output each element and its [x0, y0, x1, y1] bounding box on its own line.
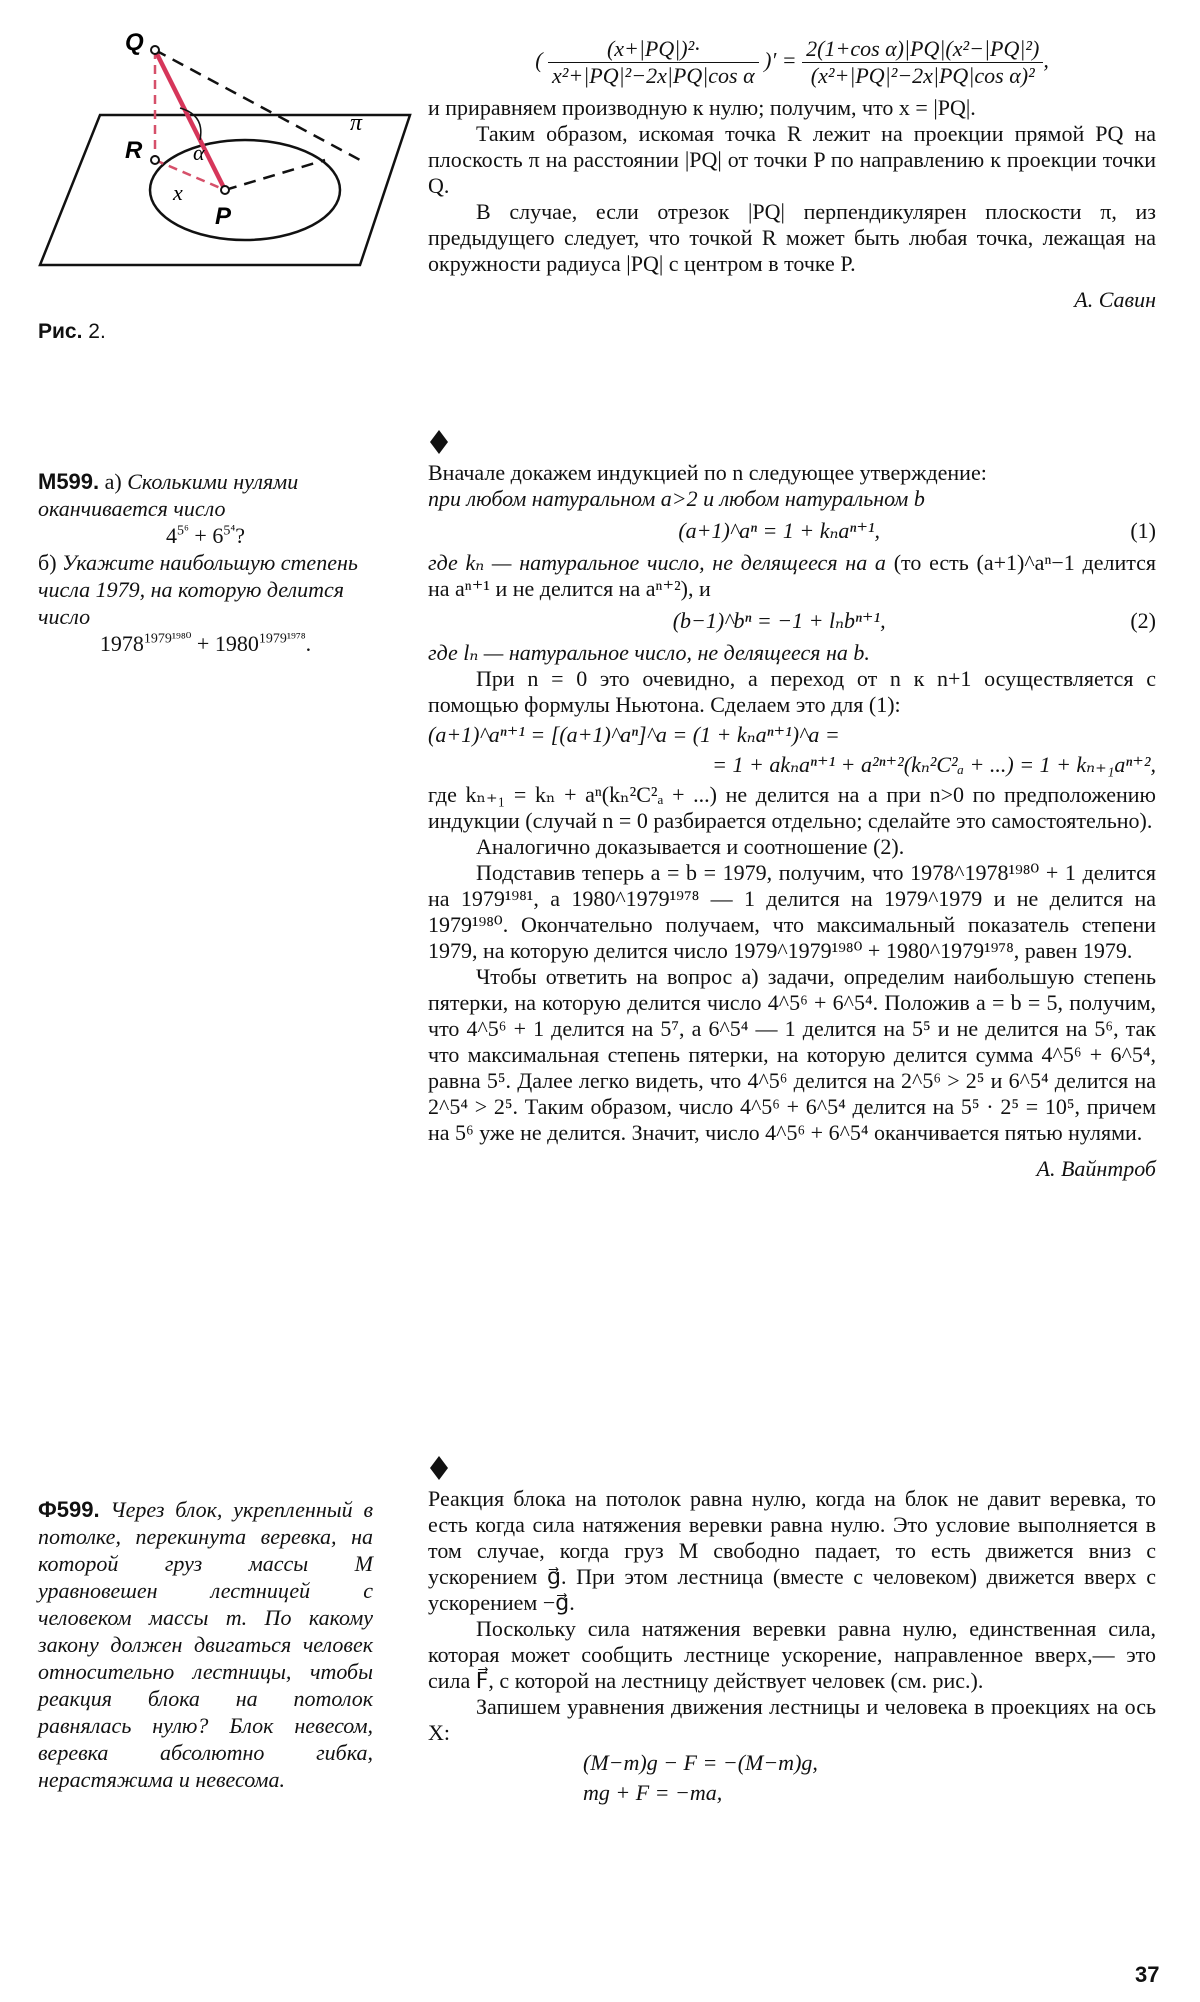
formula-2-number: (2)	[1130, 608, 1156, 633]
formula-1-number: (1)	[1130, 518, 1156, 543]
figure-caption-number: 2.	[88, 320, 106, 343]
label-P: P	[215, 203, 232, 230]
problem-m599	[38, 468, 373, 657]
equation-1: (M−m)g − F = −(M−m)g,	[583, 1750, 818, 1775]
problem-m599-number: М599.	[38, 469, 100, 494]
deriv-lhs-numerator: (x+|PQ|)²·	[548, 36, 759, 63]
problem-m599-b-formula: $1978^{1979^{1980}} + 1980^{1979^{1978}}$.	[99, 631, 312, 656]
problem-m599-a-label: а)	[104, 469, 122, 494]
section-diamond-icon	[430, 430, 448, 454]
section-diamond-icon	[430, 1456, 448, 1480]
formula-3a: (a+1)^aⁿ⁺¹ = [(a+1)^aⁿ]^a = (1 + kₙaⁿ⁺¹)^a =	[428, 722, 840, 747]
page-number: 37	[1135, 1962, 1160, 1987]
sec2-paragraph-6: Подставив теперь a = b = 1979, получим, что 1978^1978¹⁹⁸⁰ + 1 делится на 1979¹⁹⁸¹, а 1980^1979¹⁹⁷⁸ — 1 делится на 1979^1979 и не делится на 1979¹⁹⁸⁰. Окончательно получаем, что максимальный показатель степени 1979, на которую делится число 1979^1979¹⁹⁸⁰ + 1980^1979¹⁹⁷⁸, равен 1979.	[428, 860, 1156, 963]
sec2-paragraph-3: При n = 0 это очевидно, а переход от n к n+1 осуществляется с помощью формулы Ньютона. Сделаем это для (1):	[428, 666, 1156, 717]
line-P-dashed	[225, 160, 325, 190]
problem-m599-a-formula: $4^{5^6} + 6^{5^4}$?	[166, 523, 245, 548]
point-Q	[151, 46, 159, 54]
label-x: x	[173, 180, 183, 205]
deriv-rhs-denominator: (x²+|PQ|²−2x|PQ|cos α)²	[810, 63, 1035, 88]
sec2-paragraph-4: где kₙ₊₁ = kₙ + aⁿ(kₙ²C²ₐ + ...) не делится на a при n>0 по предположению индукции (случай n = 0 разбирается отдельно; сделайте это самостоятельно).	[428, 782, 1156, 833]
problem-m599-a-text: Сколькими нулями оканчивается число	[38, 469, 299, 521]
formula-1: (a+1)^aⁿ = 1 + kₙaⁿ⁺¹, (1)	[678, 518, 1156, 543]
solution-m599	[428, 460, 1156, 1182]
solution-continued	[428, 30, 1156, 313]
sec1-paragraph-3: В случае, если отрезок |PQ| перпендикулярен плоскости π, из предыдущего следует, что точкой R может быть любая точка, лежащая на окружности радиуса |PQ| с центром в точке P.	[428, 199, 1156, 276]
deriv-rhs-numerator: 2(1+cos α)|PQ|(x²−|PQ|²)	[802, 36, 1043, 63]
point-R	[151, 156, 159, 164]
formula-2: (b−1)^bⁿ = −1 + lₙbⁿ⁺¹, (2)	[672, 608, 1156, 633]
line-Q-edge	[155, 50, 360, 160]
solution-f599	[428, 1486, 1156, 1810]
equation-2: mg + F = −ma,	[583, 1780, 723, 1805]
sec2-paragraph-5: Аналогично доказывается и соотношение (2).	[476, 834, 905, 859]
sec1-paragraph-1: и приравняем производную к нулю; получим, что x = |PQ|.	[428, 95, 976, 120]
sec2-ln: где lₙ — натуральное число, не делящееся на b.	[428, 640, 870, 665]
sec2-paragraph-7: Чтобы ответить на вопрос а) задачи, определим наибольшую степень пятерки, на которую делится число 4^5⁶ + 6^5⁴. Положив a = b = 5, получим, что 4^5⁶ + 1 делится на 5⁷, а 6^5⁴ — 1 делится на 5⁵ и не делится на 5⁶, так что максимальная степень пятерки, на которую делится сумма 4^5⁶ + 6^5⁴, равна 5⁵. Далее легко видеть, что 4^5⁶ делится на 2^5⁶ > 2⁵ и 6^5⁴ делится на 2^5⁴ > 2⁵. Таким образом, число 4^5⁶ + 6^5⁴ делится на 5⁵ · 2⁵ = 10⁵, причем на 5⁶ уже не делится. Значит, число 4^5⁶ + 6^5⁴ оканчивается пятью нулями.	[428, 964, 1156, 1145]
label-Q: Q	[125, 29, 144, 56]
derivative-formula: ( $\frac{\text{(x+|PQ|)²·}}{\text{x²+|PQ|²−2x|PQ|cos α}}$ )′ = $\frac{\text{2(1+cos α)|PQ|(x²−|PQ|²)}}{\text{(x²+|PQ|²−2x|PQ|cos α)²}}$ ,	[535, 36, 1049, 88]
problem-f599-number: Ф599.	[38, 1497, 100, 1522]
sec1-paragraph-2: Таким образом, искомая точка R лежит на проекции прямой PQ на плоскость π на расстоянии |PQ| от точки P по направлению к проекции точки Q.	[428, 121, 1156, 198]
problem-f599	[38, 1496, 373, 1793]
author-savin: А. Савин	[1074, 287, 1156, 312]
author-vaintrob: А. Вайнтроб	[1036, 1156, 1156, 1181]
line-QP-highlight	[155, 50, 225, 190]
label-R: R	[125, 137, 143, 164]
sec3-paragraph-1: Реакция блока на потолок равна нулю, когда на блок не давит веревка, то есть когда сила натяжения веревки равна нулю. Это условие выполняется в том случае, когда груз M свободно падает, то есть движется вниз с ускорением g⃗. При этом лестница (вместе с человеком) движется вверх с ускорением −g⃗.	[428, 1486, 1156, 1615]
problem-m599-b-text: Укажите наибольшую степень числа 1979, на которую делится число	[38, 550, 358, 629]
sec3-paragraph-3: Запишем уравнения движения лестницы и человека в проекциях на ось X:	[428, 1694, 1156, 1745]
sec2-line-1: Вначале докажем индукцией по n следующее утверждение:	[428, 460, 987, 485]
figure-caption	[38, 320, 106, 344]
sec3-paragraph-2: Поскольку сила натяжения веревки равна нулю, единственная сила, которая может сообщить лестнице ускорение, направленное вверх,— это сила F⃗, с которой на лестницу действует человек (см. рис.).	[428, 1616, 1156, 1693]
label-alpha: α	[193, 140, 205, 165]
figure-2	[30, 20, 420, 320]
point-P	[221, 186, 229, 194]
sec2-kn: где kₙ — натуральное число, не делящееся на a (то есть (a+1)^aⁿ−1 делится на aⁿ⁺¹ и не делится на aⁿ⁺²), и	[428, 550, 1156, 601]
deriv-lhs-denominator: x²+|PQ|²−2x|PQ|cos α	[552, 63, 755, 88]
problem-m599-b-label: б)	[38, 550, 57, 575]
sec2-line-2: при любом натуральном a>2 и любом натуральном b	[428, 486, 925, 511]
figure-caption-label: Рис.	[38, 320, 83, 343]
formula-3b: = 1 + akₙaⁿ⁺¹ + a²ⁿ⁺²(kₙ²C²ₐ + ...) = 1 + kₙ₊₁aⁿ⁺²,	[712, 752, 1156, 777]
label-pi: π	[350, 110, 363, 136]
problem-f599-text: Через блок, укрепленный в потолке, перекинута веревка, на которой груз массы M уравновешен лестницей с человеком массы m. По какому закону должен двигаться человек относительно лестницы, чтобы реакция блока на потолок равнялась нулю? Блок невесом, веревка абсолютно гибка, нерастяжима и невесома.	[38, 1497, 373, 1792]
